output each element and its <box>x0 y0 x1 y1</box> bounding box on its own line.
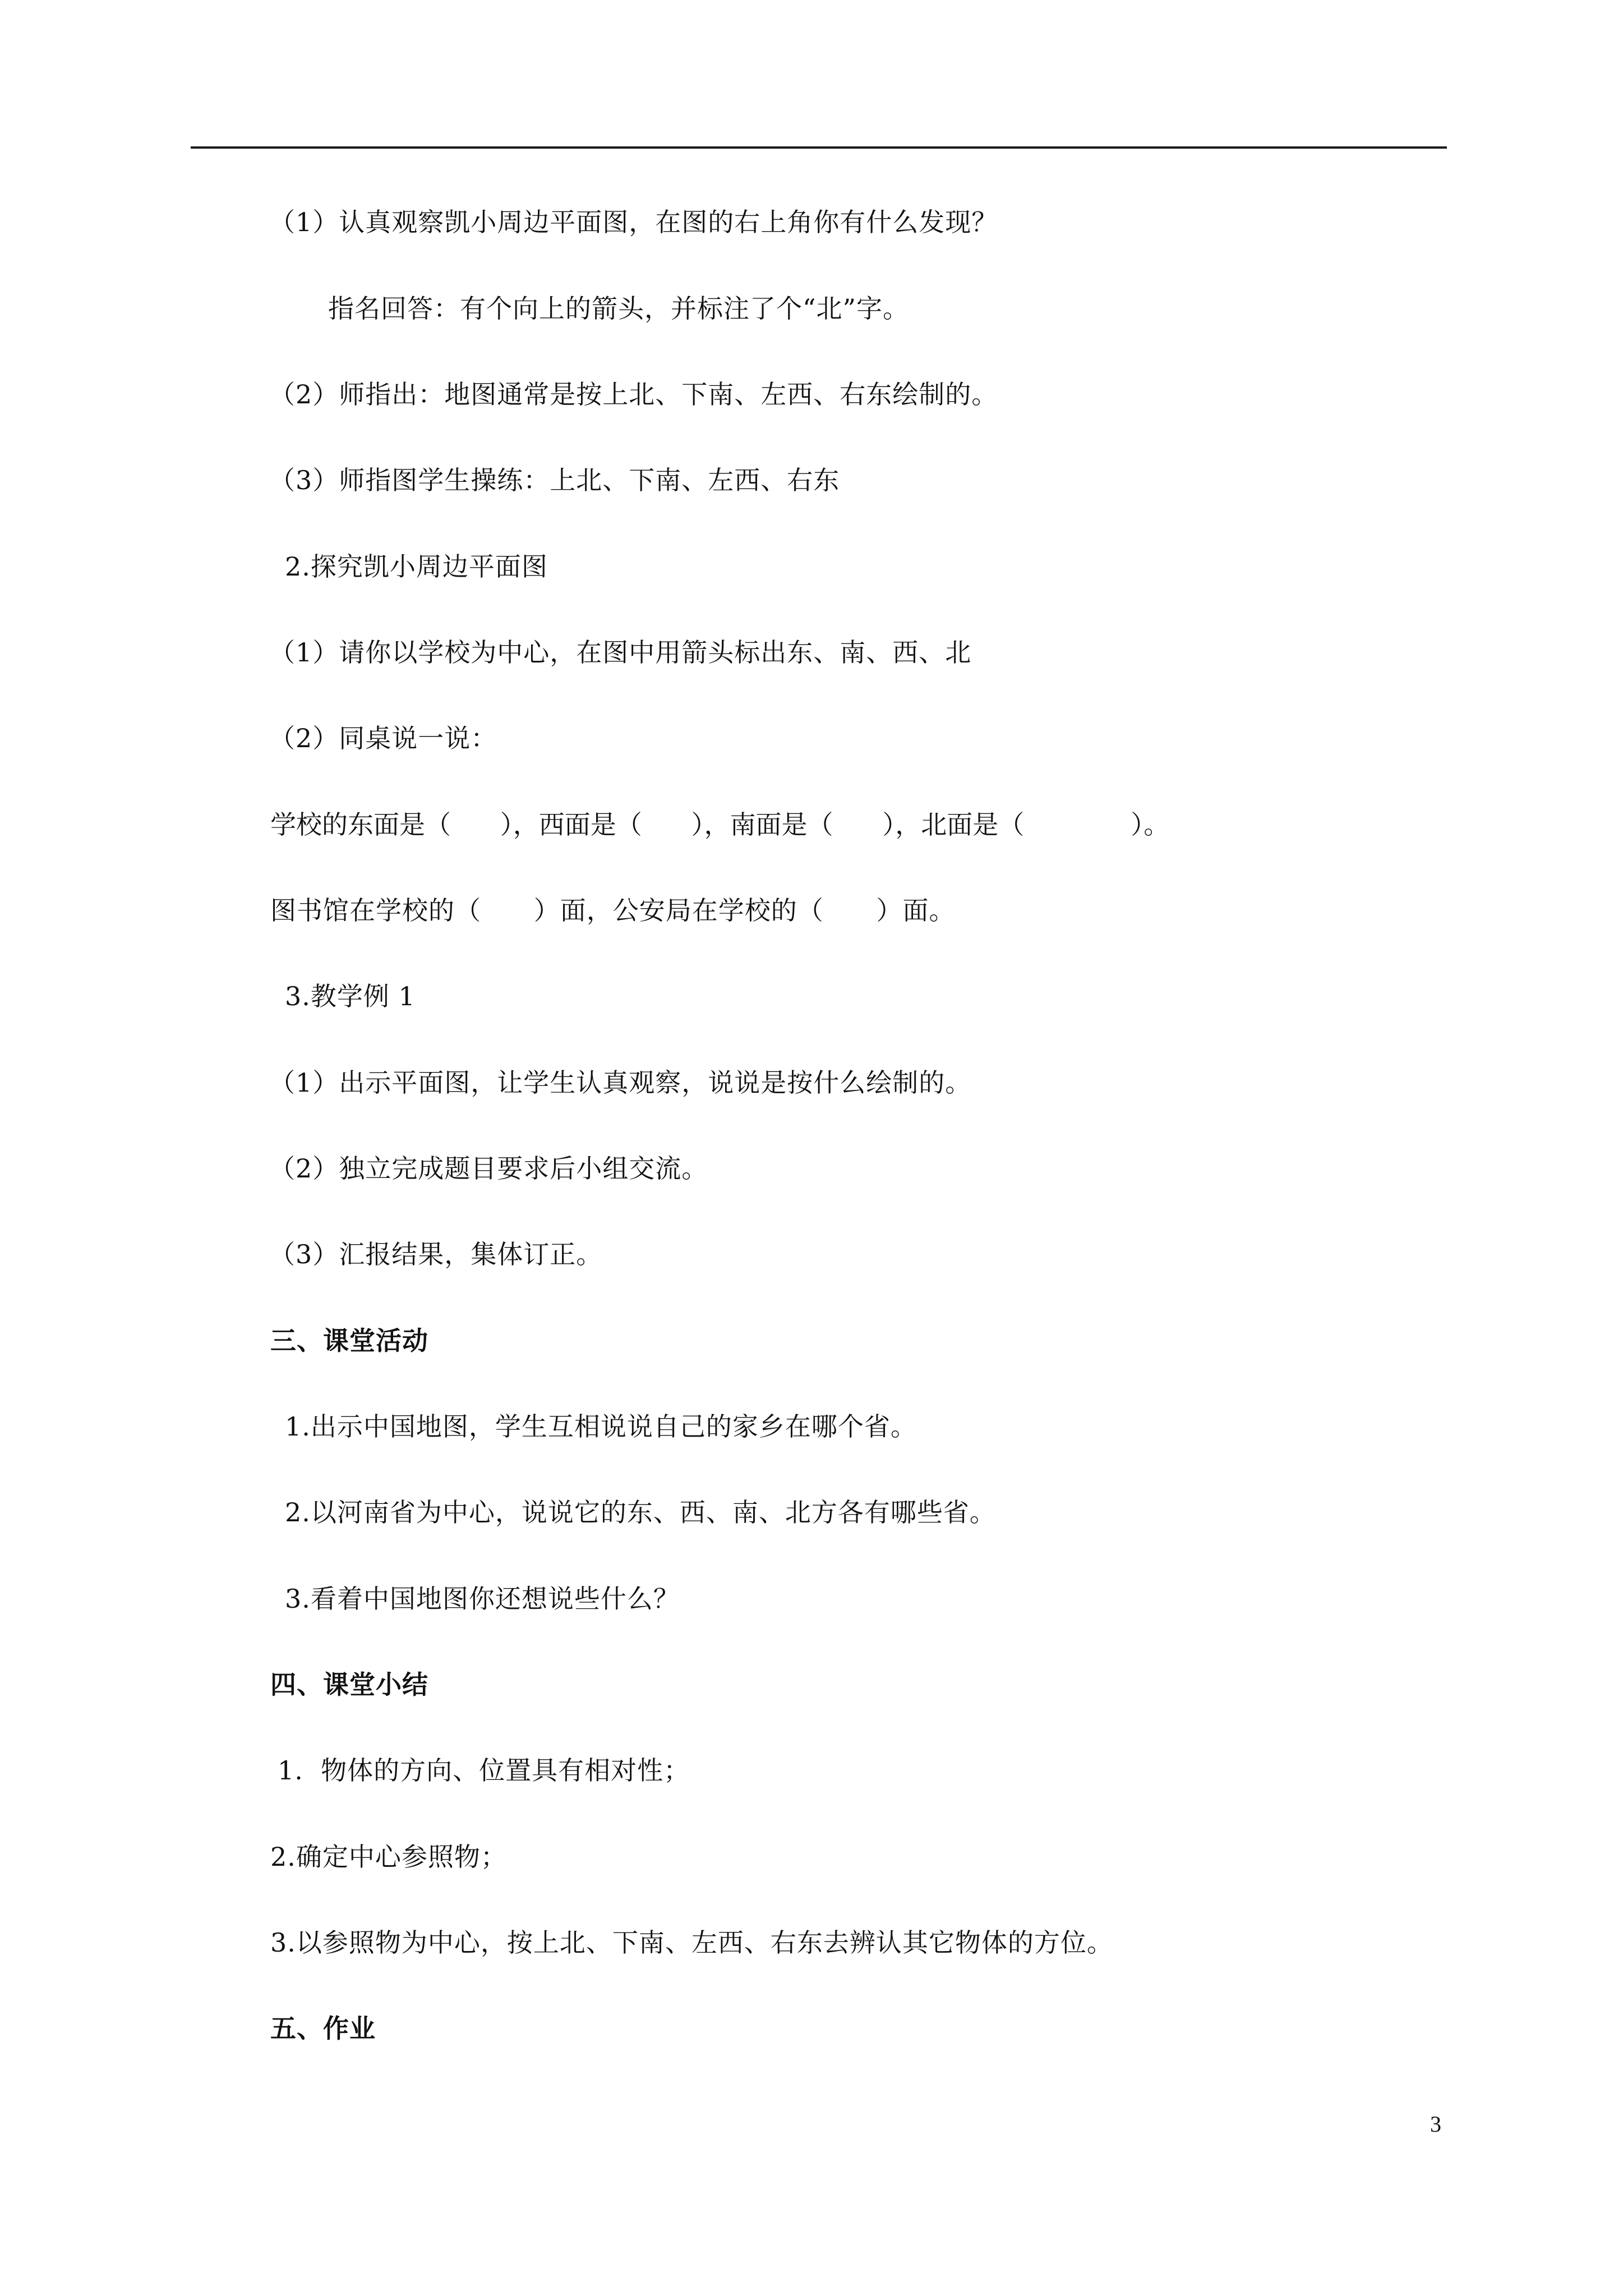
text-line: 3.教学例 1 <box>285 981 416 1011</box>
section-heading: 五、作业 <box>270 2013 376 2044</box>
text-line: 3.看着中国地图你还想说些什么？ <box>285 1584 680 1614</box>
header-rule <box>191 146 1447 149</box>
text-line: 2.以河南省为中心，说说它的东、西、南、北方各有哪些省。 <box>285 1497 996 1527</box>
text-line: （2）师指出：地图通常是按上北、下南、左西、右东绘制的。 <box>269 379 998 409</box>
text-line: （1）认真观察凯小周边平面图，在图的右上角你有什么发现？ <box>269 207 998 237</box>
section-heading: 四、课堂小结 <box>270 1669 428 1700</box>
text-line: 2.确定中心参照物； <box>270 1842 507 1872</box>
text-line: （1）请你以学校为中心，在图中用箭头标出东、南、西、北 <box>269 637 972 668</box>
text-line: 3.以参照物为中心，按上北、下南、左西、右东去辨认其它物体的方位。 <box>270 1927 1113 1958</box>
text-line: （1）出示平面图，让学生认真观察，说说是按什么绘制的。 <box>269 1068 972 1098</box>
fill-in-line: 图书馆在学校的（ ）面，公安局在学校的（ ）面。 <box>270 895 956 926</box>
text-line: （3）汇报结果，集体订正。 <box>269 1239 603 1269</box>
text-line: （3）师指图学生操练：上北、下南、左西、右东 <box>269 465 840 495</box>
fill-in-line: 学校的东面是（ ），西面是（ ），南面是（ ），北面是（ ）。 <box>270 809 1170 840</box>
text-line: 1.出示中国地图，学生互相说说自己的家乡在哪个省。 <box>285 1411 917 1442</box>
text-line: （2）独立完成题目要求后小组交流。 <box>269 1153 708 1184</box>
text-line: 1. 物体的方向、位置具有相对性； <box>278 1755 690 1786</box>
text-line: 指名回答：有个向上的箭头，并标注了个“北”字。 <box>328 293 910 324</box>
page-number: 3 <box>1430 2111 1441 2137</box>
section-heading: 三、课堂活动 <box>270 1326 428 1356</box>
text-line: （2）同桌说一说： <box>269 723 497 753</box>
text-line: 2.探究凯小周边平面图 <box>285 551 548 582</box>
